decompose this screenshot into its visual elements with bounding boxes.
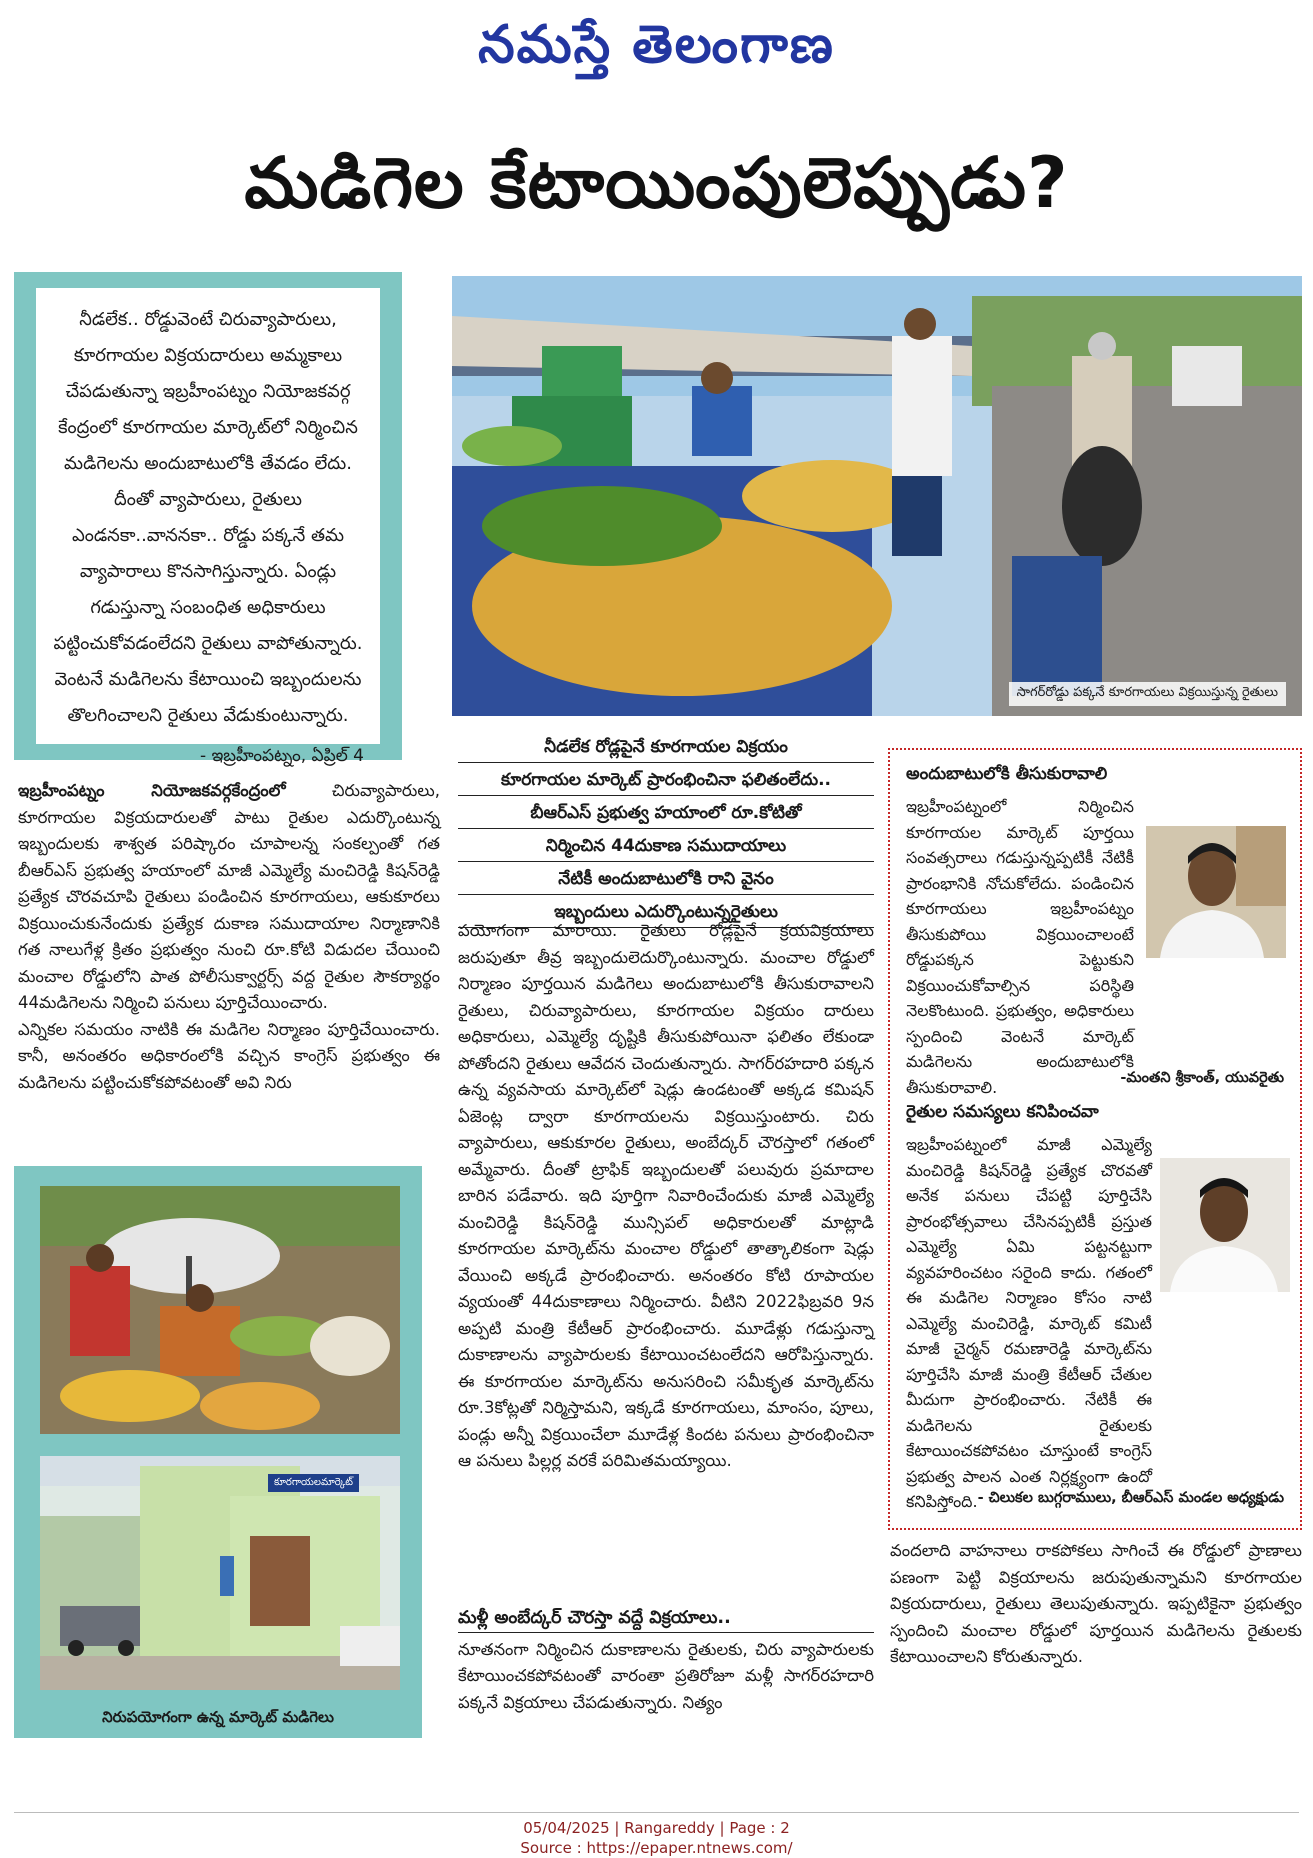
teaser-dateline: - ఇబ్రహీంపట్నం, ఏప్రిల్ 4	[200, 746, 364, 766]
article-subsection	[458, 1605, 874, 1716]
article-paragraph: ఎన్నికల సమయం నాటికి ఈ మడిగెల నిర్మాణం పూర్తిచేయించారు. కానీ, అనంతరం అధికారంలోకి వచ్చిన కాంగ్రెస్ ప్రభుత్వం ఈ మడిగెలను పట్టించుకోకపోవటంతో అవి నిరు	[18, 1019, 440, 1092]
photo-panel	[14, 1166, 422, 1738]
article-paragraph: వందలాది వాహనాలు రాకపోకలు సాగించే ఈ రోడ్డులో ప్రాణాలు పణంగా పెట్టి విక్రయాలను జరుపుతున్నామని కూరగాయల విక్రయదారులు, రైతులు తెలుపుతున్నారు. ఇప్పటికైనా ప్రభుత్వం స్పందించి మంచాల రోడ్డులో పూర్తయిన మడిగెలను రైతులకు కేటాయించాలని కోరుతున్నారు.	[890, 1541, 1302, 1666]
quotes-box	[888, 748, 1302, 1530]
teaser-text: నీడలేక.. రోడ్డువెంటే చిరువ్యాపారులు, కూరగాయల విక్రయదారులు అమ్మకాలు చేపడుతున్నా ఇబ్రహీంపట్నం నియోజకవర్గ కేంద్రంలో కూరగాయల మార్కెట్‌లో నిర్మించిన మడిగెలను అందుబాటులోకి తేవడం లేదు. దీంతో వ్యాపారులు, రైతులు ఎండనకా..వాననకా.. రోడ్డు పక్కనే తమ వ్యాపారాలు కొనసాగిస్తున్నారు. ఏండ్లు గడుస్తున్నా సంబంధిత అధికారులు పట్టించుకోవడంలేదని రైతులు వాపోతున్నారు. వెంటనే మడిగెలను కేటాయించి ఇబ్బందులను తొలగించాలని రైతులు వేడుకుంటున్నారు.	[53, 309, 363, 726]
deck-line: నీడలేక రోడ్లపైనే కూరగాయల విక్రయం	[458, 732, 874, 763]
market-vendors-photo	[40, 1186, 400, 1434]
article-paragraph: నూతనంగా నిర్మించిన దుకాణాలను రైతులకు, చిరు వ్యాపారులకు కేటాయించకపోవటంతో వారంతా ప్రతిరోజూ మళ్లీ సాగర్‌రహదారి పక్కనే విక్రయాలు చేపడుతున్నారు. నిత్యం	[458, 1639, 874, 1712]
main-photo-caption: సాగర్‌రోడ్డు పక్కనే కూరగాయలు విక్రయిస్తున్న రైతులు	[1009, 682, 1286, 706]
market-building-photo	[40, 1456, 400, 1690]
quote-attribution: -మంతని శ్రీకాంత్, యువరైతు	[1120, 1070, 1284, 1086]
deck-line: నేటికీ అందుబాటులోకి రాని వైనం	[458, 864, 874, 895]
deck-line: నిర్మించిన 44దుకాణ సముదాయాలు	[458, 831, 874, 862]
teaser-inner	[36, 288, 380, 766]
deck-line: బీఆర్‌ఎస్ ప్రభుత్వ హయాంలో రూ.కోటితో	[458, 798, 874, 829]
subheadline-deck	[458, 730, 874, 930]
masthead-logo: నమస్తే తెలంగాణ	[478, 14, 835, 75]
main-photo-illustration	[452, 276, 1302, 716]
article-paragraph: పయోగంగా మారాయి. రైతులు రోడ్లపైనే క్రయవిక్రయాలు జరుపుతూ తీవ్ర ఇబ్బందులెదుర్కొంటున్నారు. మంచాల రోడ్డులో నిర్మాణం పూర్తయిన మడిగెలు అందుబాటులోకి తీసుకురావాలని రైతులు, చిరువ్యాపారులు, కూరగాయల విక్రయం దారులు అధికారులు, ఎమ్మెల్యే దృష్టికి తీసుకుపోయినా ఫలితం లేకుండా పోతోందని రైతులు ఆవేదన చెందుతున్నారు. సాగర్‌రహదారి పక్కన ఉన్న వ్యవసాయ మార్కెట్‌లో షెడ్లు ఉండటంతో అక్కడ కమిషన్ ఏజెంట్ల ద్వారా కూరగాయలను విక్రయిస్తుంటారు. చిరు వ్యాపారులు, ఆకుకూరల రైతులు, అంబేద్కర్ చౌరస్తాలో గతంలో అమ్మేవారు. దీంతో ట్రాఫిక్ ఇబ్బందులతో పలువురు ప్రమాదాల బారిన పడేవారు. ఇది పూర్తిగా నివారించేందుకు మాజీ ఎమ్మెల్యే మంచిరెడ్డి కిషన్‌రెడ్డి మున్సిపల్ అధికారులతో మాట్లాడి కూరగాయల మార్కెట్‌ను మంచాల రోడ్డులో తాత్కాలికంగా షెడ్లు వేయించి అక్కడే ప్రారంభించారు. అనంతరం కోటి రూపాయల వ్యయంతో 44దుకాణాలు నిర్మించారు. వీటిని 2022ఫిబ్రవరి 9న అప్పటి మంత్రి కేటీఆర్ ప్రారంభించారు. మూడేళ్లు గడుస్తున్నా దుకాణాలను వ్యాపారులకు కేటాయించటంలేదని ఆరోపిస్తున్నారు. ఈ కూరగాయల మార్కెట్‌ను అనుసరించి సమీకృత మార్కెట్‌ను రూ.3కోట్లతో నిర్మిస్తామని, ఇక్కడే కూరగాయలు, మాంసం, పూలు, పండ్లు అన్నీ విక్రయించేలా మూడేళ్ల కిందట పనులు ప్రారంభించినా ఆ పనులు పిల్లర్ల వరకే పరిమితమయ్యాయి.	[458, 921, 874, 1470]
quote-attribution: - చిలుకల బుగ్గరాములు, బీఆర్‌ఎస్ మండల అధ్యక్షుడు	[977, 1490, 1284, 1506]
article-column-left	[18, 778, 440, 1096]
teaser-box	[14, 272, 402, 766]
quote-heading: అందుబాటులోకి తీసుకురావాలి	[906, 764, 1108, 784]
quote-text: ఇబ్రహీంపట్నంలో మాజీ ఎమ్మెల్యే మంచిరెడ్డి కిషన్‌రెడ్డి ప్రత్యేక చొరవతో అనేక పనులు చేపట్టి పూర్తిచేసి ప్రారంభోత్సవాలు చేసినప్పటికీ ప్రస్తుత ఎమ్మెల్యే ఏమి పట్టనట్టుగా వ్యవహరించటం సరైంది కాదు. గతంలో ఈ మడిగెల నిర్మాణం కోసం నాటి ఎమ్మెల్యే మంచిరెడ్డి, మార్కెట్ కమిటీ మాజీ చైర్మన్ రమణారెడ్డి మార్కెట్‌ను పూర్తిచేసి మాజీ మంత్రి కేటీఆర్ చేతుల మీదుగా ప్రారంభించారు. నేటికీ ఈ మడిగెలను రైతులకు కేటాయించకపోవటం చూస్తుంటే కాంగ్రెస్ ప్రభుత్వ పాలన ఎంత నిర్లక్ష్యంగా ఉందో కనిపిస్తోంది.	[906, 1135, 1152, 1511]
deck-line: ఇబ్బందులు ఎదుర్కొంటున్నరైతులు	[458, 897, 874, 928]
headline: మడిగెల కేటాయింపులెప్పుడు?	[244, 142, 1069, 224]
portrait-illustration	[1146, 826, 1286, 958]
portrait-bugga-ramulu	[1160, 1158, 1290, 1292]
article-paragraph: చిరువ్యాపారులు, కూరగాయల విక్రయదారులతో పాటు రైతుల ఎదుర్కొంటున్న ఇబ్బందులకు శాశ్వత పరిష్కారం చూపాలన్న సంకల్పంతో గత బీఆర్‌ఎస్ ప్రభుత్వ హయాంలో మాజీ ఎమ్మెల్యే మంచిరెడ్డి కిషన్‌రెడ్డి ప్రత్యేక చొరవచూపి రైతులు పండించిన కూరగాయలు, ఆకుకూరలు విక్రయించుకునేందుకు ప్రత్యేక దుకాణ సముదాయాల నిర్మాణానికి గత నాలుగేళ్ల క్రితం ప్రభుత్వం నుంచి రూ.కోటి విడుదల చేయించి మంచాల రోడ్డులోని పాత పోలీసుక్వార్టర్స్ వద్ద రైతుల సౌకర్యార్థం 44మడిగెలను నిర్మించి పనులు పూర్తిచేయించారు.	[18, 781, 440, 1012]
subsection-heading: మళ్లీ అంబేద్కర్ చౌరస్తా వద్దే విక్రయాలు..	[458, 1605, 874, 1633]
market-sign-text: కూరగాయలమార్కెట్	[268, 1474, 359, 1492]
footer-source: Source : https://epaper.ntnews.com/	[520, 1839, 793, 1857]
deck-line: కూరగాయల మార్కెట్ ప్రారంభించినా ఫలితంలేదు..	[458, 765, 874, 796]
article-column-right	[890, 1538, 1302, 1671]
portrait-illustration	[1160, 1158, 1290, 1292]
main-photo-vegetable-vendors	[452, 276, 1302, 716]
quote-text: ఇబ్రహీంపట్నంలో నిర్మించిన కూరగాయల మార్కెట్ పూర్తయి సంవత్సరాలు గడుస్తున్నప్పటికీ నేటికీ ప్రారంభానికి నోచుకోలేదు. పండించిన కూరగాయలు ఇబ్రహీంపట్నం తీసుకుపోయి విక్రయించాలంటే రోడ్డుపక్కన పెట్టుకుని విక్రయించుకోవాల్సిన పరిస్థితి నెలకొంటుంది. ప్రభుత్వం, అధికారులు స్పందించి వెంటనే మార్కెట్ మడిగెలను అందుబాటులోకి తీసుకురావాలి.	[906, 797, 1134, 1097]
market-photo-illustration	[40, 1186, 400, 1434]
quote-heading: రైతుల సమస్యలు కనిపించవా	[906, 1102, 1099, 1122]
footer	[0, 1818, 1313, 1858]
article-lead: ఇబ్రహీంపట్నం నియోజకవర్గకేంద్రంలో	[18, 781, 286, 800]
article-column-middle	[458, 918, 874, 1475]
footer-edition-info: 05/04/2025 | Rangareddy | Page : 2	[523, 1819, 790, 1837]
portrait-srikanth	[1146, 826, 1286, 958]
photo-panel-caption: నిరుపయోగంగా ఉన్న మార్కెట్ మడిగెలు	[102, 1708, 334, 1726]
footer-divider	[14, 1812, 1299, 1813]
